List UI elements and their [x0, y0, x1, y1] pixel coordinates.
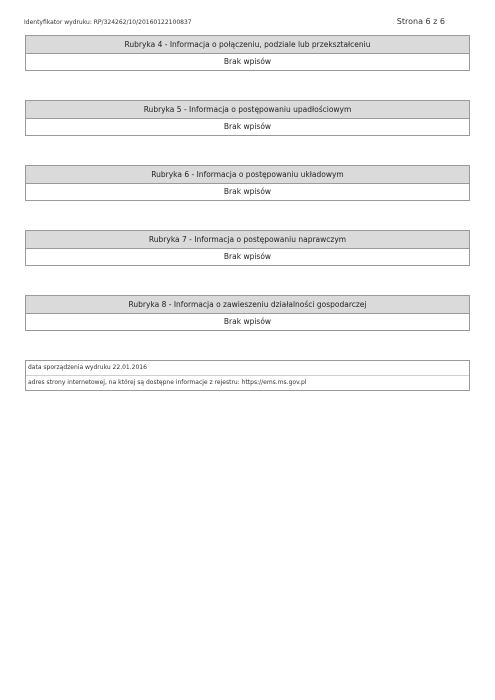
section-title: Rubryka 7 - Informacja o postępowaniu naprawczym	[26, 231, 469, 249]
section-title: Rubryka 6 - Informacja o postępowaniu układowym	[26, 166, 469, 184]
section-body: Brak wpisów	[223, 57, 272, 66]
page-number: Strona 6 z 6	[396, 17, 445, 26]
section-rubryka-7	[25, 230, 470, 266]
page-header	[24, 17, 445, 29]
section-title: Rubryka 4 - Informacja o połączeniu, podziale lub przekształceniu	[26, 36, 469, 54]
section-title: Rubryka 5 - Informacja o postępowaniu upadłościowym	[26, 101, 469, 119]
section-body: Brak wpisów	[223, 252, 272, 261]
section-rubryka-8	[25, 295, 470, 331]
section-rubryka-5	[25, 100, 470, 136]
registry-website-info: adres strony internetowej, na której są dostępne informacje z rejestru: https://ems.ms.gov.pl	[26, 375, 469, 390]
section-body: Brak wpisów	[223, 122, 272, 131]
section-rubryka-6	[25, 165, 470, 201]
section-rubryka-4	[25, 35, 470, 71]
printout-date: data sporządzenia wydruku 22.01.2016	[28, 364, 147, 371]
printout-footer	[25, 360, 470, 391]
section-body: Brak wpisów	[223, 187, 272, 196]
section-body: Brak wpisów	[223, 317, 272, 326]
printout-identifier: Identyfikator wydruku: RP/324262/10/20160122100837	[24, 19, 192, 26]
section-title: Rubryka 8 - Informacja o zawieszeniu działalności gospodarczej	[26, 296, 469, 314]
